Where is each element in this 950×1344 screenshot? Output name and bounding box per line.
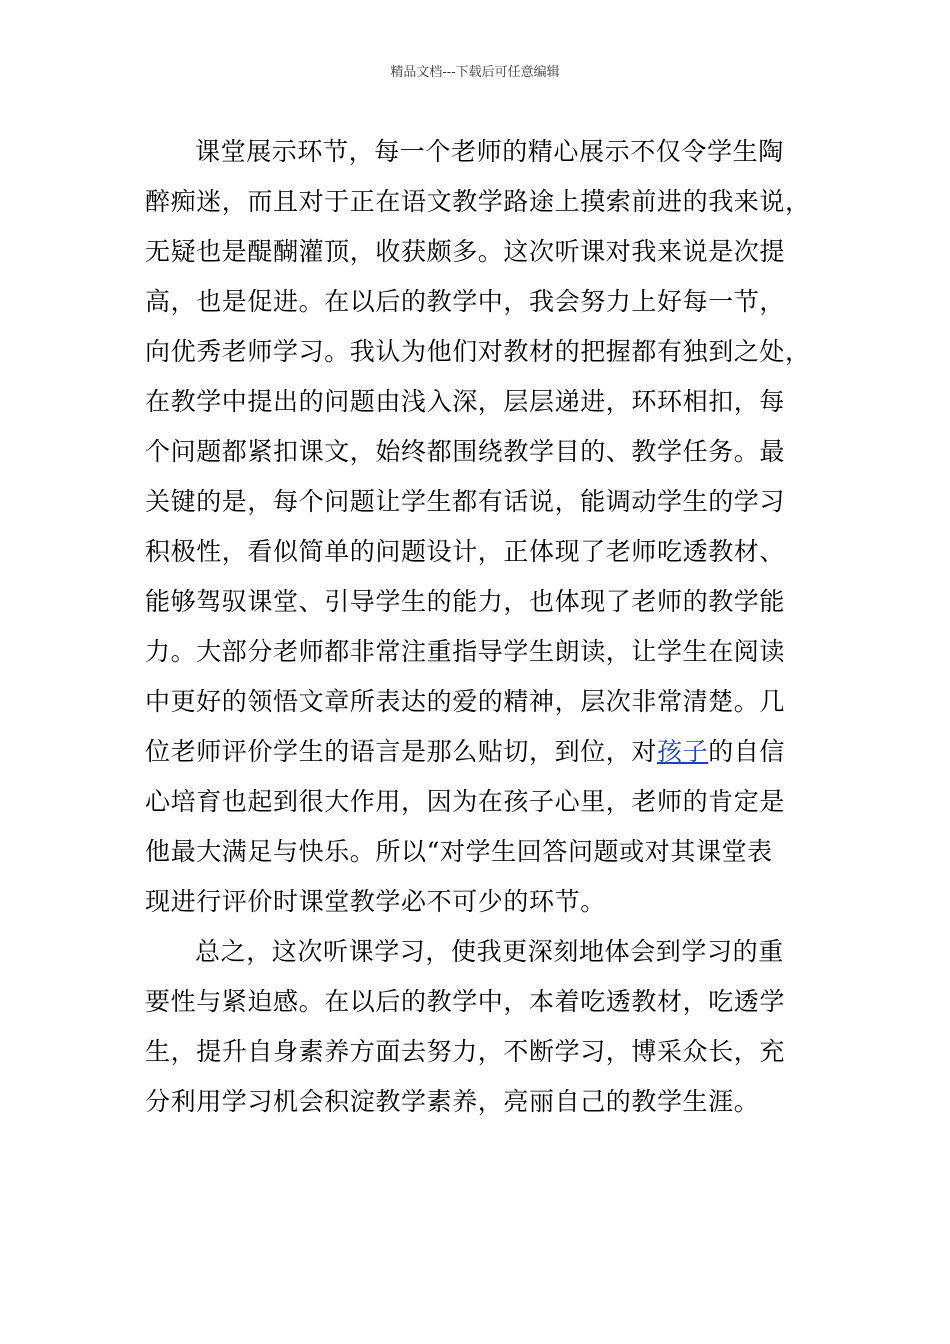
- paragraph-1-line-15: 他最大满足与快乐。所以“对学生回答问题或对其课堂表: [145, 837, 773, 866]
- paragraph-1-line-3: 无疑也是醍醐灌顶，收获颇多。这次听课对我来说是次提: [145, 237, 786, 266]
- paragraph-1-line-12: 中更好的领悟文章所表达的爱的精神，层次非常清楚。几: [145, 687, 786, 716]
- paragraph-1-line-6: 在教学中提出的问题由浅入深，层层递进，环环相扣，每: [145, 387, 786, 416]
- paragraph-1-line-7: 个问题都紧扣课文，始终都围绕教学目的、教学任务。最: [145, 437, 786, 466]
- paragraph-2-line-1: 总之，这次听课学习，使我更深刻地体会到学习的重: [195, 937, 784, 966]
- document-body: [145, 127, 811, 1127]
- paragraph-2-line-4: 分利用学习机会积淀教学素养，亮丽自己的教学生涯。: [145, 1087, 760, 1116]
- paragraph-1-line-16: 现进行评价时课堂教学必不可少的环节。: [145, 887, 606, 916]
- paragraph-1-line-8: 关键的是，每个问题让学生都有话说，能调动学生的学习: [145, 487, 786, 516]
- paragraph-2-line-2: 要性与紧迫感。在以后的教学中，本着吃透教材，吃透学: [145, 987, 786, 1016]
- paragraph-1-line-4: 高，也是促进。在以后的教学中，我会努力上好每一节，: [145, 287, 786, 316]
- paragraph-1-line-5: 向优秀老师学习。我认为他们对教材的把握都有独到之处，: [145, 337, 811, 366]
- paragraph-1-line-9: 积极性，看似简单的问题设计，正体现了老师吃透教材、: [145, 537, 786, 566]
- link-line-before: 位老师评价学生的语言是那么贴切，到位，对: [145, 737, 658, 766]
- link-line-after: 的自信: [708, 737, 786, 766]
- paragraph-1-line-1: 课堂展示环节，每一个老师的精心展示不仅令学生陶: [195, 137, 784, 166]
- page-header: 精品文档---下载后可任意编辑: [390, 65, 560, 80]
- paragraph-1-line-10: 能够驾驭课堂、引导学生的能力，也体现了老师的教学能: [145, 587, 786, 616]
- paragraph-1-line-11: 力。大部分老师都非常注重指导学生朗读，让学生在阅读: [145, 637, 786, 666]
- paragraph-2-line-3: 生，提升自身素养方面去努力，不断学习，博采众长，充: [145, 1037, 786, 1066]
- paragraph-1-line-14: 心培育也起到很大作用，因为在孩子心里，老师的肯定是: [145, 787, 786, 816]
- child-link[interactable]: 孩子: [657, 737, 709, 766]
- paragraph-1-line-2: 醉痴迷，而且对于正在语文教学路途上摸索前进的我来说，: [145, 187, 811, 216]
- paragraph-1-line-13: [145, 727, 805, 777]
